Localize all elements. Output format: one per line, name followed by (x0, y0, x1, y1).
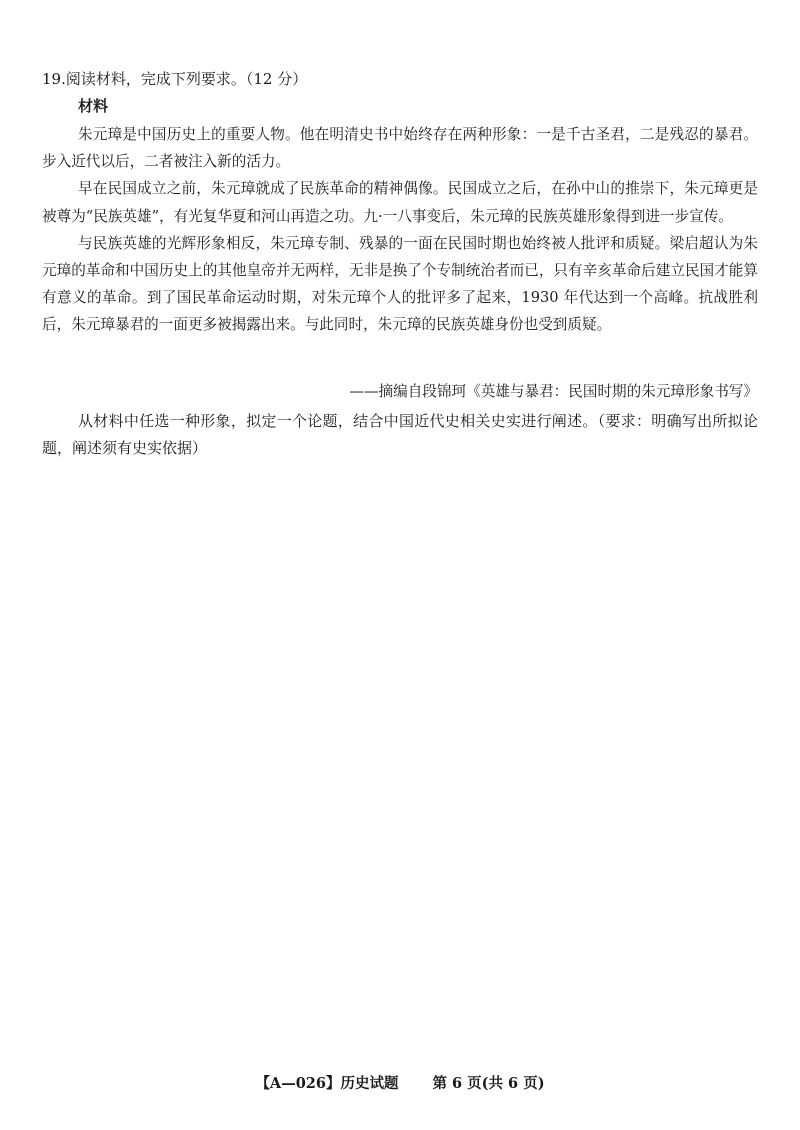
passage-paragraph-3: 与民族英雄的光辉形象相反，朱元璋专制、残暴的一面在民国时期也始终被人批评和质疑。梁启超认为朱元璋的革命和中国历史上的其他皇帝并无两样，无非是换了个专制统治者而已，只有辛亥革命后建立民国才能算有意义的革命。到了国民革命运动时期，对朱元璋个人的批评多了起来，1930 年代达到一个高峰。抗战胜利后，朱元璋暴君的一面更多被揭露出来。与此同时，朱元璋的民族英雄身份也受到质疑。 (42, 234, 758, 334)
page-footer (0, 1072, 800, 1093)
exam-code: 【A—026】历史试题 (255, 1075, 399, 1092)
source-citation: ——摘编自段锦珂《英雄与暴君：民国时期的朱元璋形象书写》 (349, 383, 758, 400)
question-title: 19.阅读材料，完成下列要求。（12 分） (42, 70, 308, 88)
question-requirement: 从材料中任选一种形象，拟定一个论题，结合中国近代史相关史实进行阐述。（要求：明确写出所拟论题，阐述须有史实依据） (42, 412, 758, 457)
material-passage (42, 121, 758, 339)
material-label: 材料 (78, 97, 109, 115)
passage-paragraph-2: 早在民国成立之前，朱元璋就成了民族革命的精神偶像。民国成立之后，在孙中山的推崇下，朱元璋更是被尊为“民族英雄”，有光复华夏和河山再造之功。九·一八事变后，朱元璋的民族英雄形象得到进一步宣传。 (42, 180, 758, 225)
page-number: 第 6 页(共 6 页) (432, 1075, 545, 1092)
passage-paragraph-1: 朱元璋是中国历史上的重要人物。他在明清史书中始终存在两种形象：一是千古圣君，二是残忍的暴君。步入近代以后，二者被注入新的活力。 (42, 126, 758, 171)
